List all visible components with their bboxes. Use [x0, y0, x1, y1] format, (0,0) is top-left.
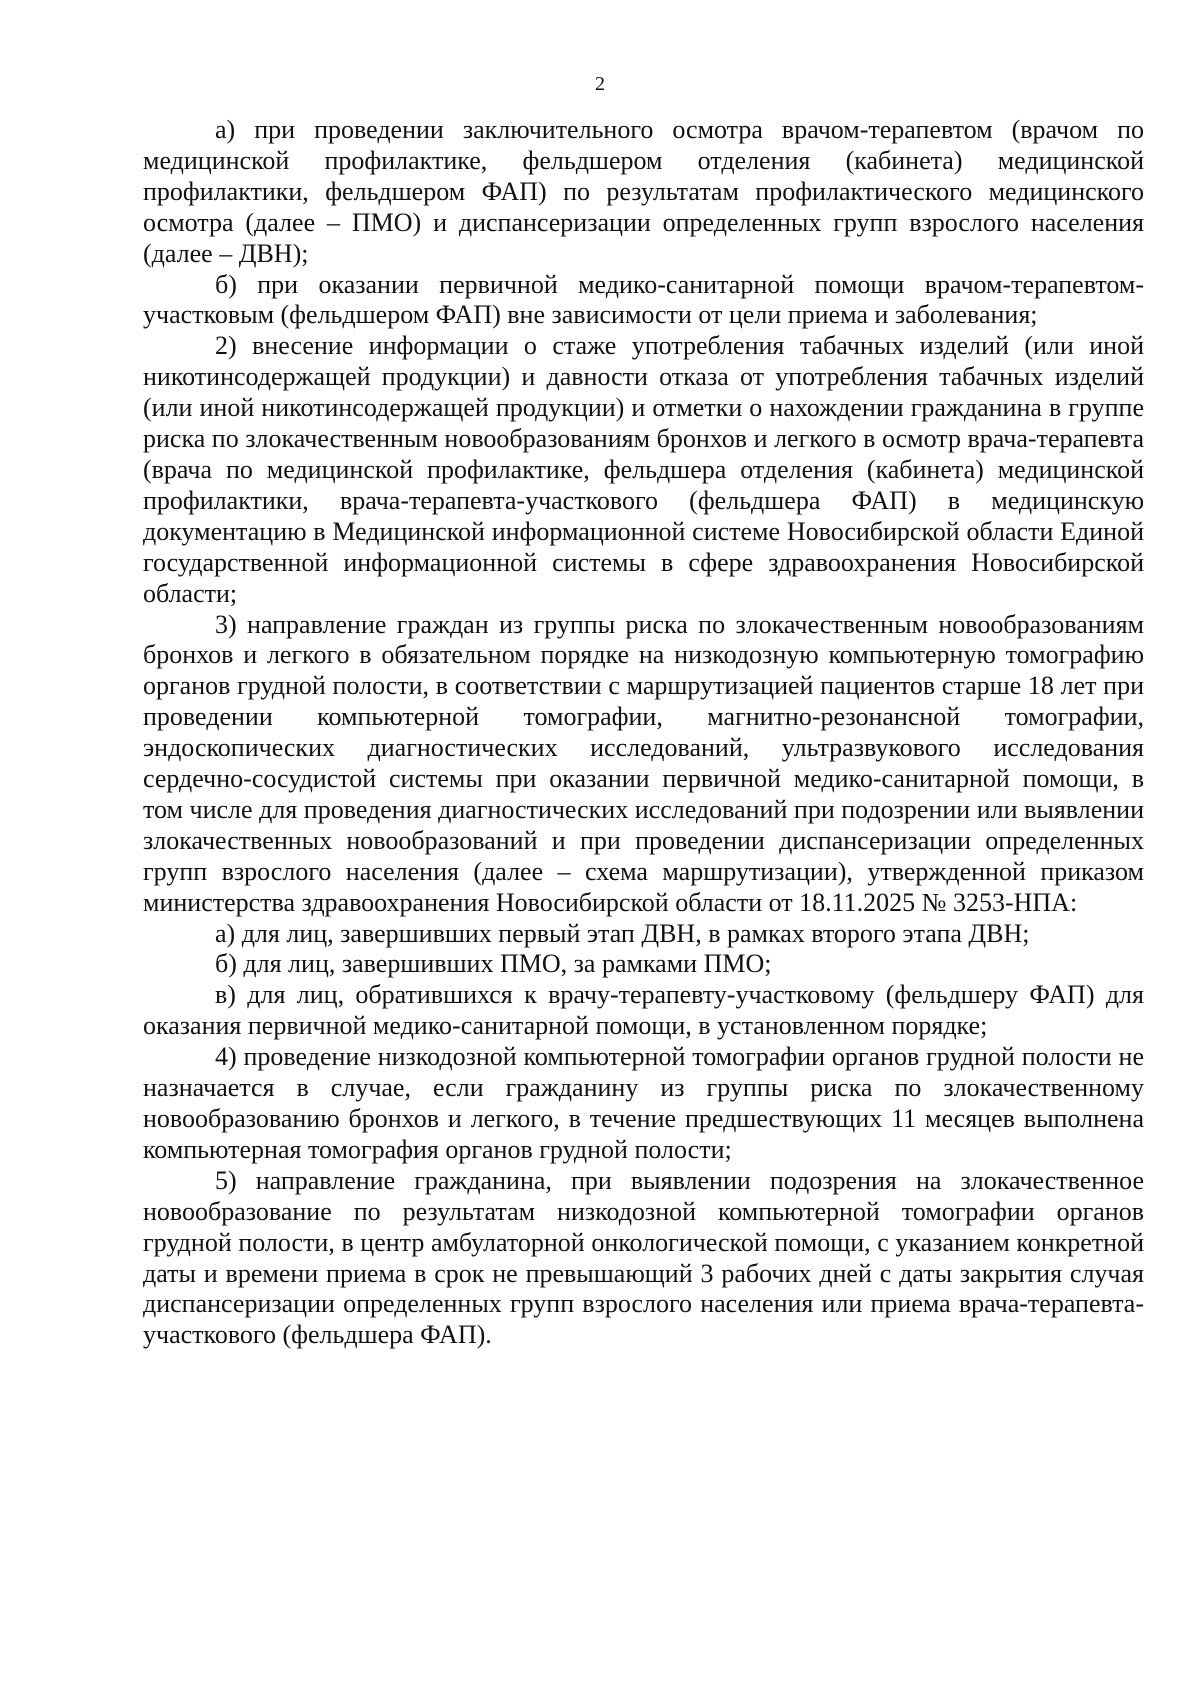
paragraph-4-ct-not-prescribed: 4) проведение низкодозной компьютерной томографии органов грудной полости не назначается в случае, если гражданину из группы риска по злокачественному новообразованию бронхов и легкого, в течение предшествующих 11 месяцев выполнена компьютерная томография органов грудной полости; [143, 1042, 1144, 1164]
paragraph-2-tobacco-information: 2) внесение информации о стаже употребления табачных изделий (или иной никотинсодержащей продукции) и давности отказа от употребления табачных изделий (или иной никотинсодержащей продукции) и отметки о нахождении гражданина в группе риска по злокачественным новообразованиям бронхов и легкого в осмотр врача-терапевта (врача по медицинской профилактике, фельдшера отделения (кабинета) медицинской профилактики, врача-терапевта-участкового (фельдшера ФАП) в медицинскую документацию в Медицинской информационной системе Новосибирской области Единой государственной информационной системы в сфере здравоохранения Новосибирской области; [143, 331, 1144, 608]
paragraph-3-ct-referral: 3) направление граждан из группы риска по злокачественным новообразованиям бронхов и легкого в обязательном порядке на низкодозную компьютерную томографию органов грудной полости, в соответствии с маршрутизацией пациентов старше 18 лет при проведении компьютерной томографии, магнитно-резонансной томографии, эндоскопических диагностических исследований, ультразвукового исследования сердечно-сосудистой системы при оказании первичной медико-санитарной помощи, в том числе для проведения диагностических исследований при подозрении или выявлении злокачественных новообразований и при проведении диспансеризации определенных групп взрослого населения (далее – схема маршрутизации), утвержденной приказом министерства здравоохранения Новосибирской области от 18.11.2025 № 3253-НПА: [143, 609, 1144, 917]
paragraph-1a-final-examination: а) при проведении заключительного осмотра врачом-терапевтом (врачом по медицинской профилактике, фельдшером отделения (кабинета) медицинской профилактики, фельдшером ФАП) по результатам профилактического медицинского осмотра (далее – ПМО) и диспансеризации определенных групп взрослого населения (далее – ДВН); [143, 115, 1144, 268]
paragraph-1b-primary-care: б) при оказании первичной медико-санитарной помощи врачом-терапевтом-участковым (фельдшером ФАП) вне зависимости от цели приема и заболевания; [143, 269, 1144, 330]
paragraph-3c-therapist-visit: в) для лиц, обратившихся к врачу-терапевту-участковому (фельдшеру ФАП) для оказания первичной медико-санитарной помощи, в установленном порядке; [143, 980, 1144, 1041]
document-body [143, 115, 1144, 1351]
page-number: 2 [595, 73, 605, 95]
paragraph-3a-first-stage-dvn: а) для лиц, завершивших первый этап ДВН, в рамках второго этапа ДВН; [215, 918, 1030, 948]
paragraph-5-oncology-referral: 5) направление гражданина, при выявлении подозрения на злокачественное новообразование по результатам низкодозной компьютерной томографии органов грудной полости, в центр амбулаторной онкологической помощи, с указанием конкретной даты и времени приема в срок не превышающий 3 рабочих дней с даты закрытия случая диспансеризации определенных групп взрослого населения или приема врача-терапевта-участкового (фельдшера ФАП). [143, 1165, 1144, 1350]
paragraph-3b-pmo: б) для лиц, завершивших ПМО, за рамками ПМО; [215, 949, 772, 979]
